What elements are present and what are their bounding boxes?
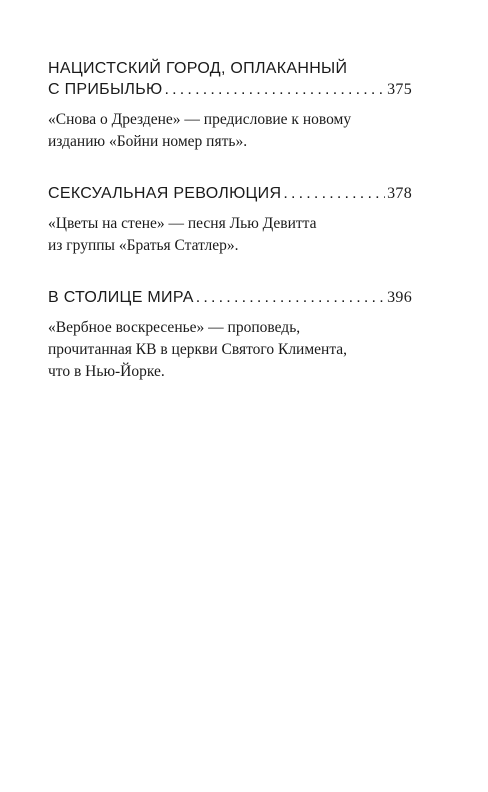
toc-entry-capital-of-world xyxy=(48,287,412,383)
toc-entry-dresden xyxy=(48,58,412,153)
dot-leader xyxy=(196,287,385,308)
toc-entry-title-line: С ПРИБЫЛЬЮ xyxy=(48,81,163,98)
dot-leader xyxy=(283,183,385,204)
toc-entry-title-line: В СТОЛИЦЕ МИРА xyxy=(48,289,194,306)
toc-page-number: 378 xyxy=(387,185,412,202)
toc-page-number: 375 xyxy=(387,81,412,98)
toc-entry-description xyxy=(48,109,412,153)
toc-entry-description-line: прочитанная КВ в церкви Святого Климента, xyxy=(48,341,348,358)
toc-entry-title[interactable] xyxy=(48,183,412,204)
toc-entry-title[interactable] xyxy=(48,58,412,100)
toc-entry-description-line: изданию «Бойни номер пять». xyxy=(48,133,248,150)
toc-entry-description-line: «Цветы на стене» — песня Лью Девитта xyxy=(48,215,317,232)
toc-entry-description xyxy=(48,213,412,257)
table-of-contents xyxy=(48,58,412,413)
toc-entry-sexual-revolution xyxy=(48,183,412,257)
toc-entry-description-line: что в Нью-Йорке. xyxy=(48,363,165,380)
toc-entry-description-line: «Снова о Дрездене» — предисловие к новому xyxy=(48,111,352,128)
dot-leader xyxy=(165,79,386,100)
toc-entry-title-line: СЕКСУАЛЬНАЯ РЕВОЛЮЦИЯ xyxy=(48,185,282,202)
toc-page-number: 396 xyxy=(387,289,412,306)
toc-entry-description-line: из группы «Братья Статлер». xyxy=(48,237,239,254)
toc-entry-leader-line xyxy=(48,287,412,308)
toc-entry-description-line: «Вербное воскресенье» — проповедь, xyxy=(48,319,301,336)
toc-entry-leader-line xyxy=(48,183,412,204)
toc-entry-title[interactable] xyxy=(48,287,412,308)
toc-entry-title-line: НАЦИСТСКИЙ ГОРОД, ОПЛАКАННЫЙ xyxy=(48,60,348,77)
toc-entry-description xyxy=(48,317,412,383)
toc-entry-leader-line xyxy=(48,79,412,100)
